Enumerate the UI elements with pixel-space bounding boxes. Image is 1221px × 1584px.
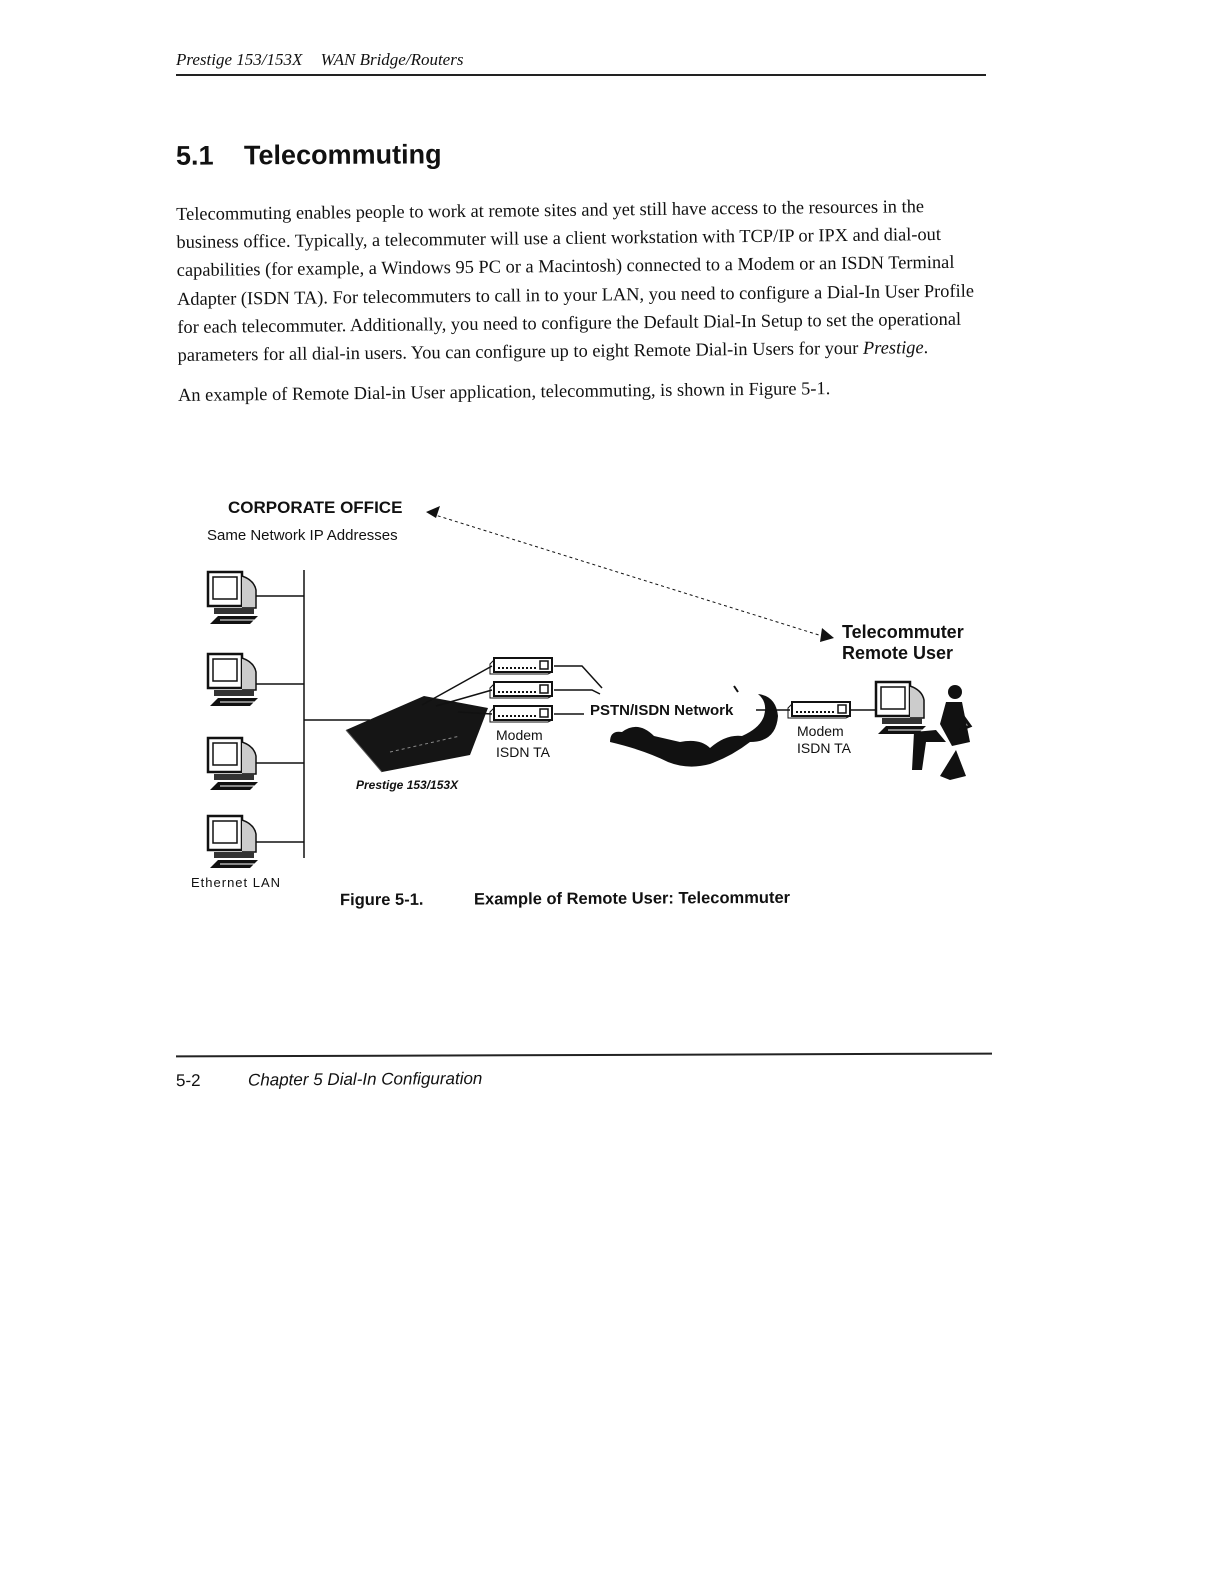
telecommuter-label-line2: Remote User <box>842 643 954 663</box>
network-diagram <box>170 480 1010 920</box>
modem-icon <box>490 658 552 674</box>
network-cloud-icon <box>610 686 778 767</box>
paragraph-2: An example of Remote Dial-in User application, telecommuting, is shown in Figure 5-1. <box>177 378 831 406</box>
modem-icon <box>490 706 552 722</box>
office-modem-label-line2: ISDN TA <box>496 744 550 760</box>
network-label: PSTN/ISDN Network <box>590 702 734 719</box>
router-label: Prestige 153/153X <box>356 778 459 792</box>
same-network-label: Same Network IP Addresses <box>207 527 398 544</box>
telecommuter-label-line1: Telecommuter <box>842 622 964 642</box>
chapter-title: Chapter 5 Dial-In Configuration <box>247 1068 483 1090</box>
corporate-office-label: CORPORATE OFFICE <box>228 498 403 517</box>
paragraph-1-emphasis: Prestige <box>862 337 924 358</box>
lan-pc-icon <box>208 654 258 706</box>
caption-text: Example of Remote User: Telecommuter <box>473 888 791 909</box>
paragraph-1-end: . <box>923 337 929 358</box>
running-header <box>176 50 986 76</box>
caption-number: Figure 5-1. <box>339 890 424 910</box>
section-number: 5.1 <box>175 140 214 171</box>
lan-pc-icon <box>208 572 258 624</box>
office-modem-label-line1: Modem <box>496 727 543 743</box>
remote-modem-label-line1: Modem <box>797 723 844 739</box>
page-number: 5-2 <box>175 1070 201 1091</box>
remote-pc-icon <box>876 682 926 734</box>
remote-modem-label-line2: ISDN TA <box>797 740 851 756</box>
office-modem-label <box>496 727 550 761</box>
body-text <box>176 192 986 410</box>
header-product: Prestige 153/153X <box>176 50 303 69</box>
telecommuter-label <box>842 622 964 664</box>
modem-icon <box>788 702 850 718</box>
figure-caption <box>340 889 790 910</box>
diagram-graphics <box>170 480 1010 920</box>
lan-label: Ethernet LAN <box>191 875 282 890</box>
remote-modem-label <box>797 723 851 757</box>
lan-pc-icon <box>208 816 258 868</box>
paragraph-1 <box>176 192 986 370</box>
modem-icon <box>490 682 552 698</box>
router-icon <box>346 696 488 772</box>
section-heading: Telecommuting <box>243 139 442 171</box>
lan-pc-icon <box>208 738 258 790</box>
footer <box>176 1069 482 1091</box>
footer-rule <box>176 1053 992 1058</box>
header-subtitle: WAN Bridge/Routers <box>320 50 464 69</box>
paragraph-1-text: Telecommuting enables people to work at remote sites and yet still have access to the resources in the business office. Typically, a telecommuter will use a client workstation with TCP/IP or IPX and dial-out capabilities (for example, a Windows 95 PC or a Macintosh) connected to a Modem or an ISDN Terminal Adapter (ISDN TA). For telecommuters to call in to your LAN, you need to configure a Dial-In User Profile for each telecommuter. Additionally, you need to configure the Default Dial-In Setup to set the operational parameters for all dial-in users. You can configure up to eight Remote Dial-in Users for your <box>176 196 975 366</box>
section-title <box>176 139 442 171</box>
